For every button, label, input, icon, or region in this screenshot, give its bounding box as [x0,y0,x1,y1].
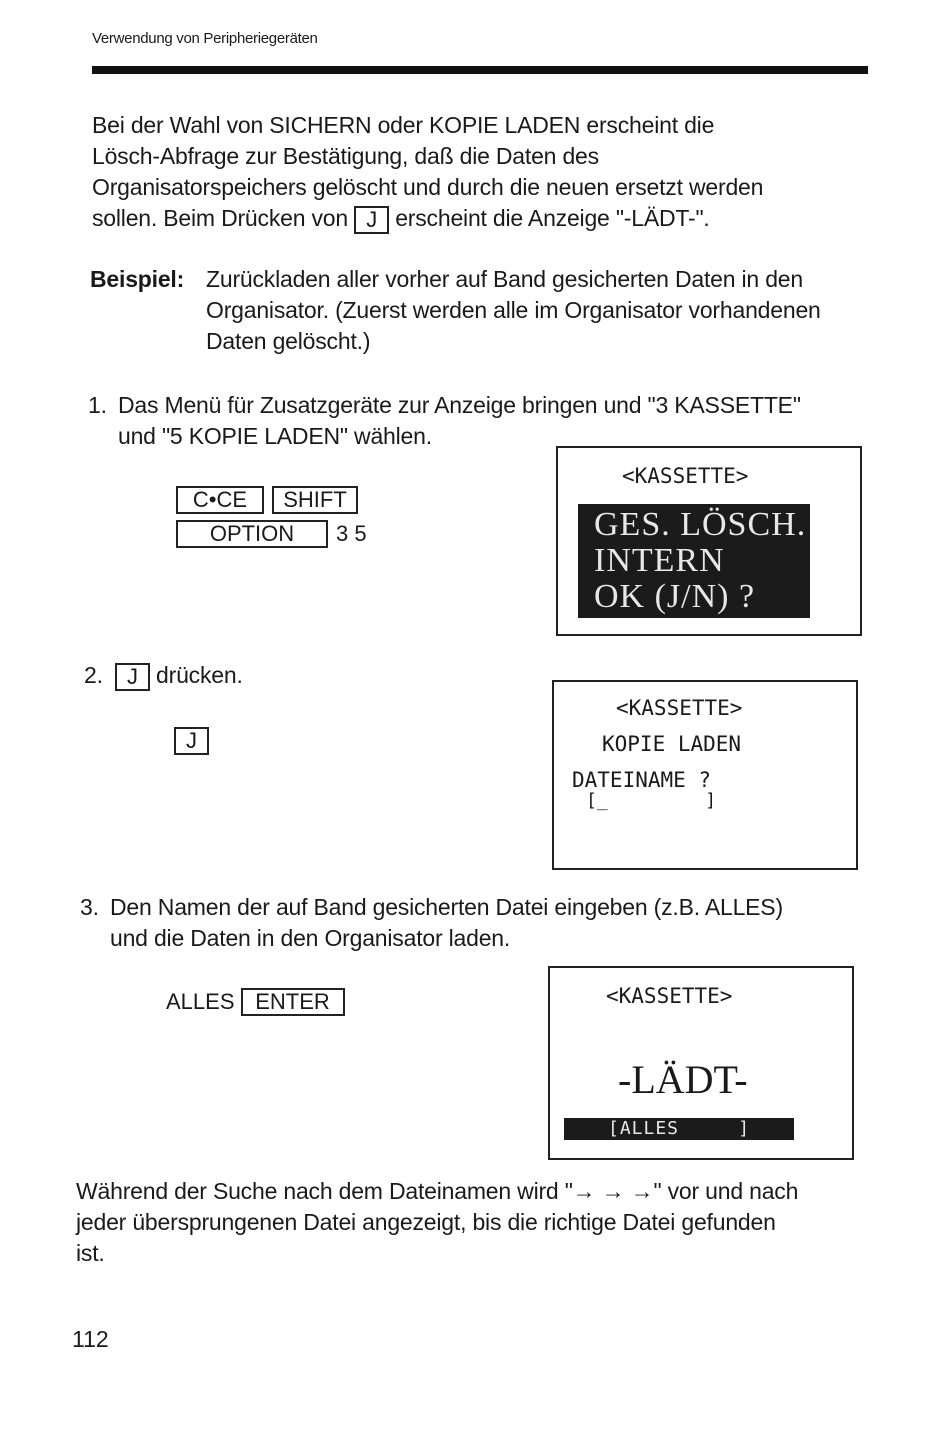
step1-text: Das Menü für Zusatzgeräte zur Anzeige bringen und "3 KASSETTE" und "5 KOPIE LADEN" wählen. [118,392,801,449]
running-header: Verwendung von Peripheriegeräten [92,30,318,47]
key-shift: SHIFT [272,486,358,514]
intro-line: Lösch-Abfrage zur Bestätigung, daß die Daten des [92,143,599,169]
key-suffix: 3 5 [336,521,367,546]
key-option: OPTION [176,520,328,548]
lcd-inverse-line: OK (J/N) ? [594,578,756,615]
lcd-inverse-line: GES. LÖSCH. [594,506,807,543]
lcd-inverse-block [578,504,810,618]
intro-paragraph [92,110,763,234]
key-j: J [115,663,150,691]
intro-line-with-key: sollen. Beim Drücken von J erscheint die Anzeige "-LÄDT-". [92,205,710,232]
step3-number: 3. [80,894,99,920]
header-rule [92,66,868,74]
step1-keys-row1 [176,486,358,514]
key-cce: C•CE [176,486,264,514]
lcd-inverse-line: INTERN [594,542,725,579]
lcd-inverse-line: [ALLES ] [608,1118,751,1139]
step2-text: drücken. [156,662,243,688]
lcd-inverse-strip [564,1118,794,1140]
step2-number: 2. [84,662,103,688]
key-j: J [354,206,389,234]
lcd-big-text: -LÄDT- [618,1057,748,1102]
lcd-line: KOPIE LADEN [602,732,742,756]
intro-line: Organisatorspeichers gelöscht und durch die neuen ersetzt werden [92,174,764,200]
step3-input [166,988,345,1016]
key-j: J [174,727,209,755]
step2-line [84,660,243,691]
lcd-line: DATEINAME ? [572,768,712,792]
lcd-title: <KASSETTE> [616,696,743,720]
step1-number: 1. [88,392,107,418]
key-enter: ENTER [241,988,345,1016]
lcd-title: <KASSETTE> [606,984,733,1008]
step2-key-example [174,727,209,755]
lcd-title: <KASSETTE> [622,464,749,488]
example-text: Zurückladen aller vorher auf Band gesicherten Daten in den Organisator. (Zuerst werden alle im Organisator vorhandenen Daten gelöscht.) [206,266,821,354]
input-text: ALLES [166,989,235,1014]
step3-text: Den Namen der auf Band gesicherten Datei eingeben (z.B. ALLES) und die Daten in den Organisator laden. [110,894,783,951]
lcd-display-1 [556,446,862,636]
lcd-display-3 [548,966,854,1160]
lcd-line: [_ ] [586,790,717,811]
footer-paragraph: Während der Suche nach dem Dateinamen wird "→ → →" vor und nach jeder übersprungenen Datei angezeigt, bis die richtige Datei gefunden ist. [76,1178,799,1266]
step1-keys-row2 [176,520,367,548]
page-number: 112 [72,1326,109,1352]
intro-line: Bei der Wahl von SICHERN oder KOPIE LADEN erscheint die [92,112,715,138]
lcd-display-2 [552,680,858,870]
example-label: Beispiel: [90,266,185,292]
